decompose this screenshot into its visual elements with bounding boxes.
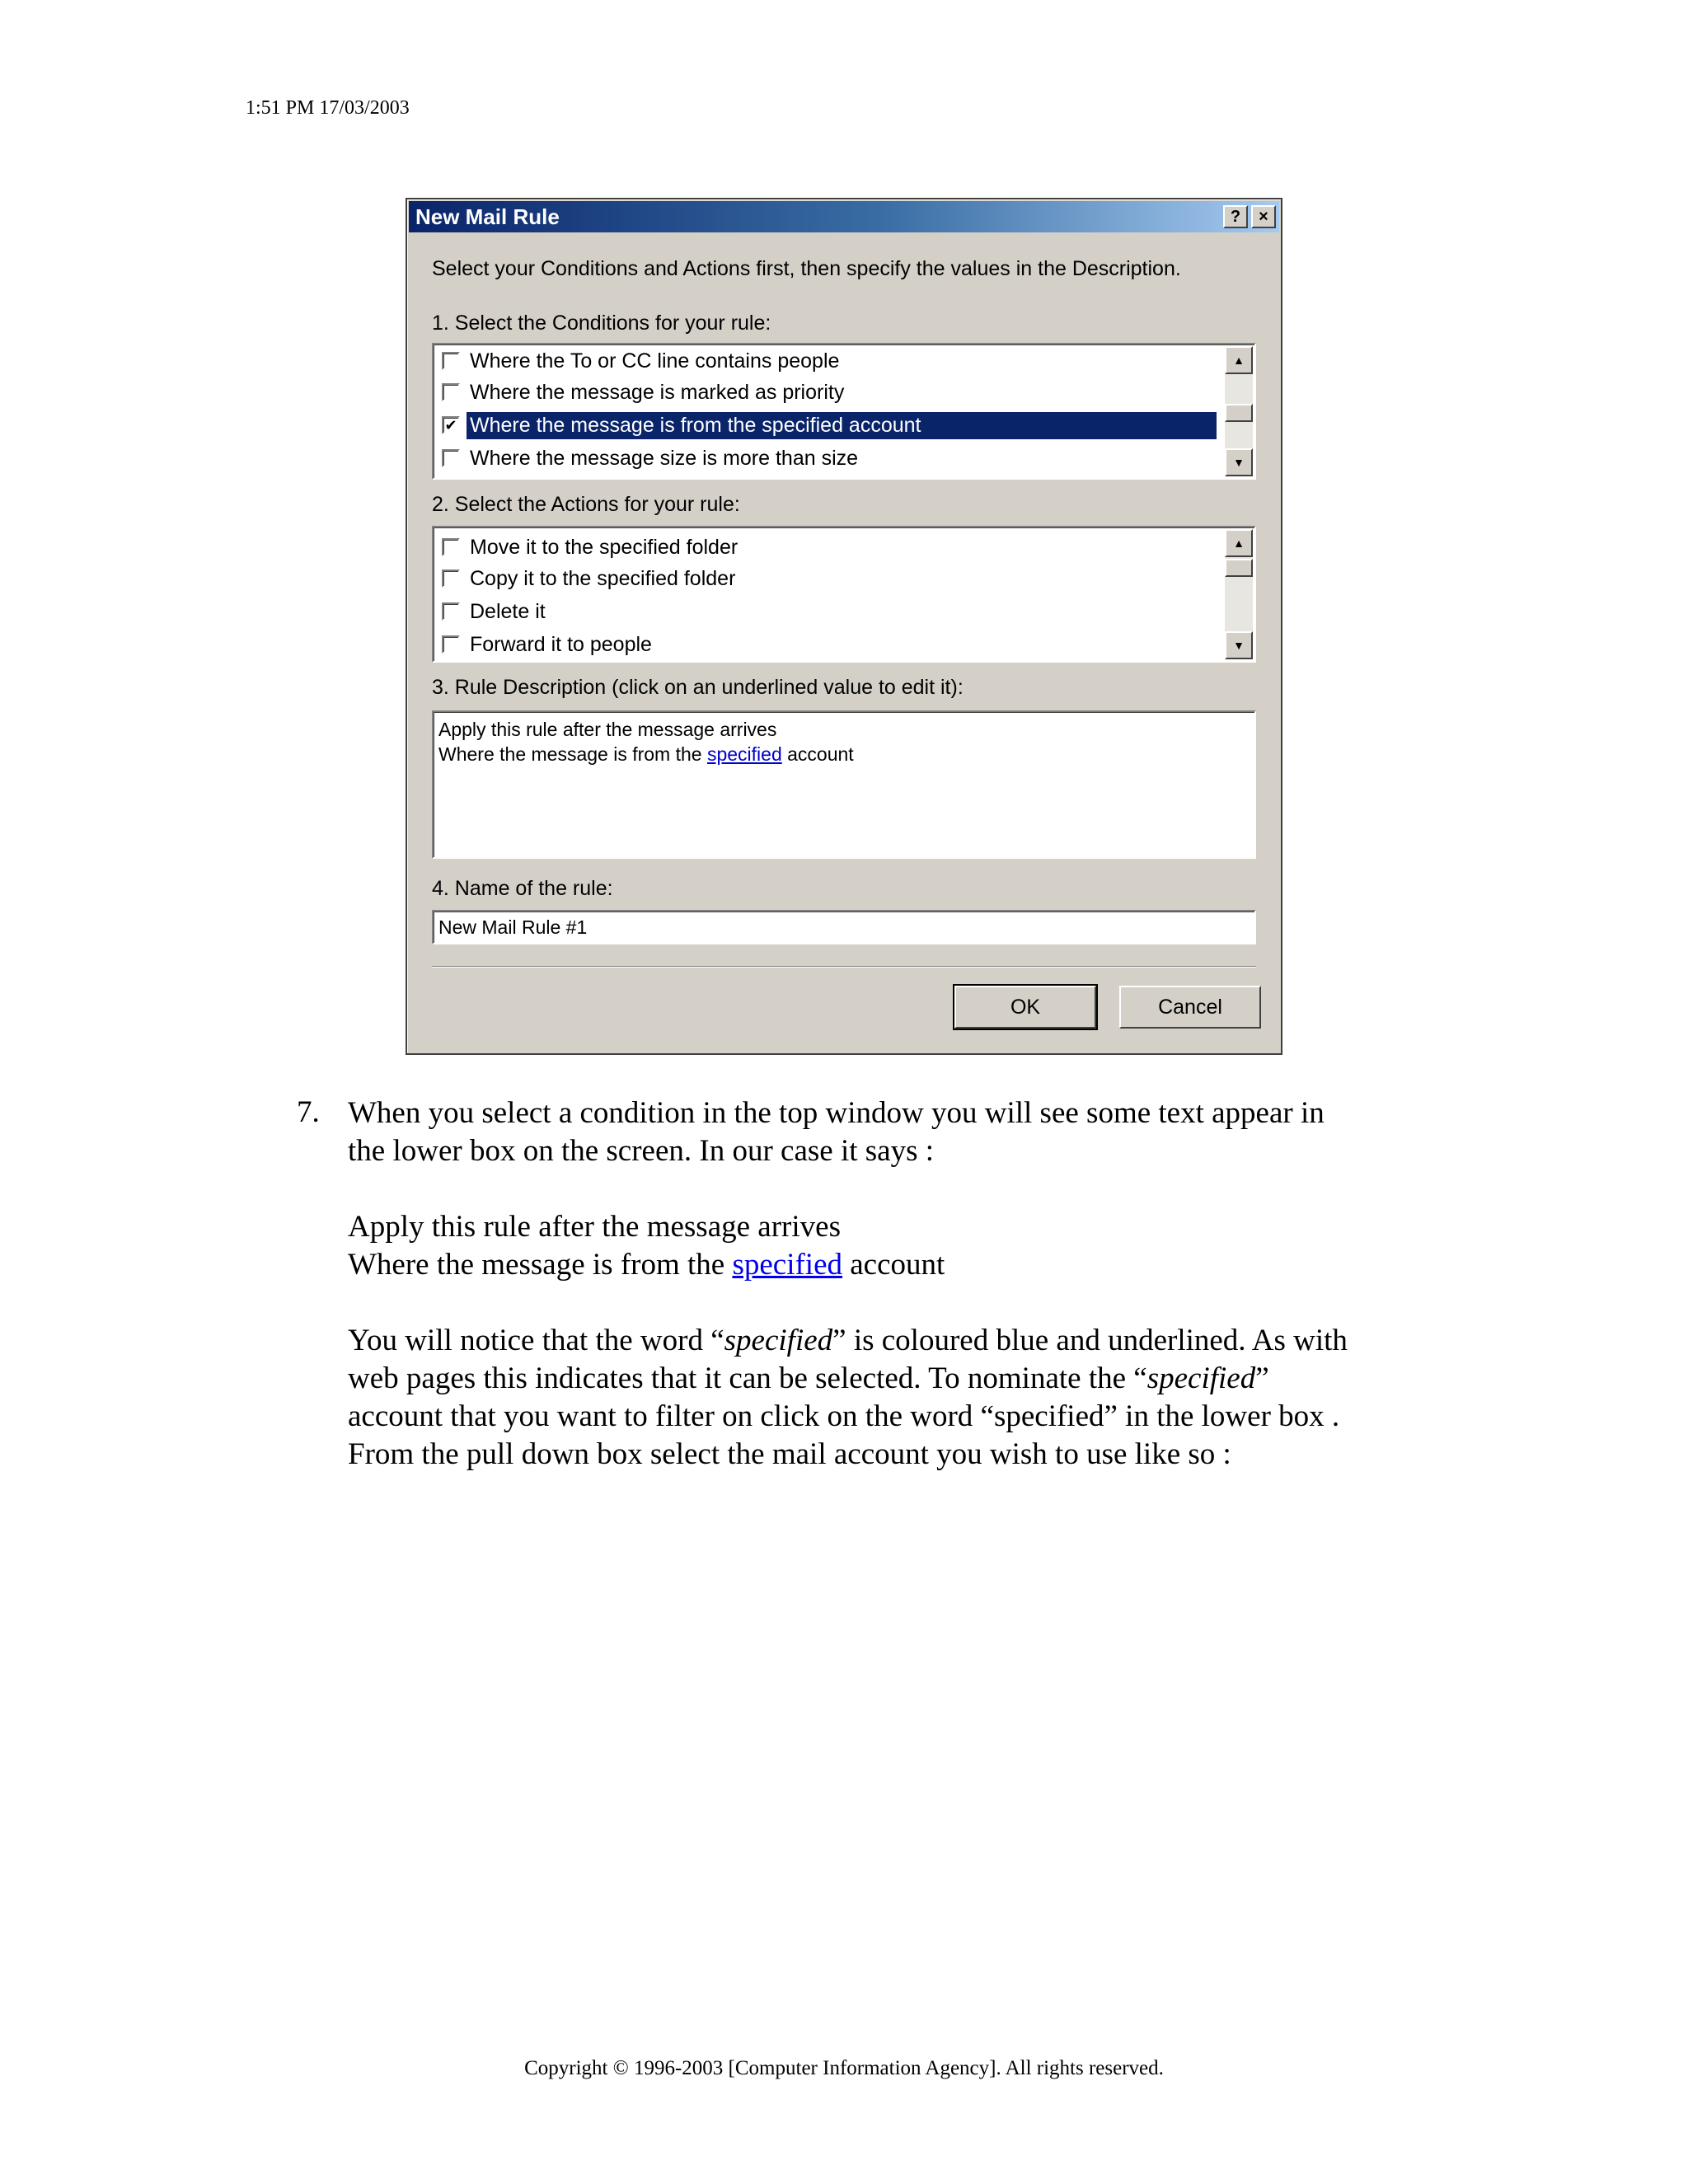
quote-line-1: Apply this rule after the message arrives [348,1210,841,1244]
condition-checkbox[interactable] [442,383,460,401]
conditions-scrollbar[interactable] [1225,346,1253,476]
condition-label: Where the message is marked as priority [470,380,845,404]
list-item[interactable] [442,410,1217,440]
list-item[interactable] [442,532,1217,562]
action-checkbox[interactable] [442,602,460,621]
description-line-2 [438,742,1250,766]
copyright-footer: Copyright © 1996-2003 [Computer Information Agency]. All rights reserved. [524,2057,1164,2079]
rule-name-label: 4. Name of the rule: [432,877,613,900]
description-line-1: Apply this rule after the message arrives [438,719,777,740]
italic-word: specified [1146,1361,1256,1395]
quote-line-2-suffix: account [842,1248,945,1282]
action-checkbox[interactable] [442,538,460,556]
paragraph-line: the lower box on the screen. In our case it says : [348,1134,935,1168]
description-line-2-prefix: Where the message is from the [438,743,707,765]
rule-description-box [432,710,1256,859]
description-line-2-suffix: account [781,743,854,765]
list-item[interactable] [442,443,1217,473]
text-run: web pages this indicates that it can be selected. To nominate the “ [348,1361,1147,1395]
list-item[interactable] [442,597,1217,626]
list-item[interactable] [442,630,1217,659]
actions-label: 2. Select the Actions for your rule: [432,493,740,516]
condition-checkbox-checked[interactable]: ✔ [442,416,460,434]
paragraph-line [348,1322,1348,1360]
list-item[interactable] [442,564,1217,593]
text-run: ” is coloured blue and underlined. As with [832,1324,1348,1357]
action-checkbox[interactable] [442,635,460,654]
list-item[interactable] [442,377,1217,407]
specified-account-link[interactable]: specified [706,743,782,765]
dialog-titlebar [409,201,1279,232]
action-label: Delete it [470,599,546,623]
condition-label: Where the message is from the specified account [467,412,1217,439]
condition-label: Where the To or CC line contains people [470,349,840,373]
conditions-list[interactable] [432,343,1256,480]
quote-line-2-prefix: Where the message is from the [348,1248,733,1282]
cancel-button[interactable]: Cancel [1119,986,1261,1029]
condition-label: Where the message size is more than size [470,446,859,470]
condition-checkbox[interactable] [442,352,460,370]
step-quote [348,1208,945,1284]
ok-button[interactable]: OK [954,986,1096,1029]
new-mail-rule-dialog [406,198,1282,1055]
step-paragraph-1 [348,1094,1325,1170]
action-label: Forward it to people [470,632,652,656]
specified-link[interactable]: specified [732,1248,842,1282]
action-label: Copy it to the specified folder [470,566,736,590]
actions-list[interactable] [432,526,1256,663]
dialog-separator [432,966,1256,968]
italic-word: specified [724,1324,833,1357]
scroll-up-button[interactable]: ▲ [1225,529,1253,557]
scroll-down-button[interactable]: ▼ [1225,448,1253,476]
list-item[interactable] [442,346,1217,376]
step-paragraph-2 [348,1322,1348,1474]
paragraph-line: account that you want to filter on click on the word “specified” in the lower box . [348,1399,1340,1433]
help-button[interactable]: ? [1223,205,1248,228]
rule-name-input[interactable] [432,910,1256,944]
action-checkbox[interactable] [442,569,460,588]
conditions-label: 1. Select the Conditions for your rule: [432,312,771,335]
dialog-instruction: Select your Conditions and Actions first, then specify the values in the Description. [432,257,1181,280]
paragraph-line [348,1360,1348,1398]
text-run: You will notice that the word “ [348,1324,724,1357]
actions-scrollbar[interactable] [1225,529,1253,659]
step-number: 7. [297,1095,320,1129]
close-button[interactable]: × [1251,205,1276,228]
scroll-thumb[interactable] [1225,559,1253,577]
description-label: 3. Rule Description (click on an underlined value to edit it): [432,676,964,699]
scroll-up-button[interactable]: ▲ [1225,346,1253,374]
dialog-title: New Mail Rule [415,204,560,229]
scroll-down-button[interactable]: ▼ [1225,631,1253,659]
action-label: Move it to the specified folder [470,535,738,559]
page-timestamp: 1:51 PM 17/03/2003 [246,97,410,119]
condition-checkbox[interactable] [442,449,460,467]
paragraph-line: When you select a condition in the top window you will see some text appear in [348,1096,1325,1130]
scroll-thumb[interactable] [1225,404,1253,422]
paragraph-line: From the pull down box select the mail account you wish to use like so : [348,1437,1231,1471]
text-run: ” [1255,1361,1269,1395]
quote-line-2 [348,1246,945,1284]
